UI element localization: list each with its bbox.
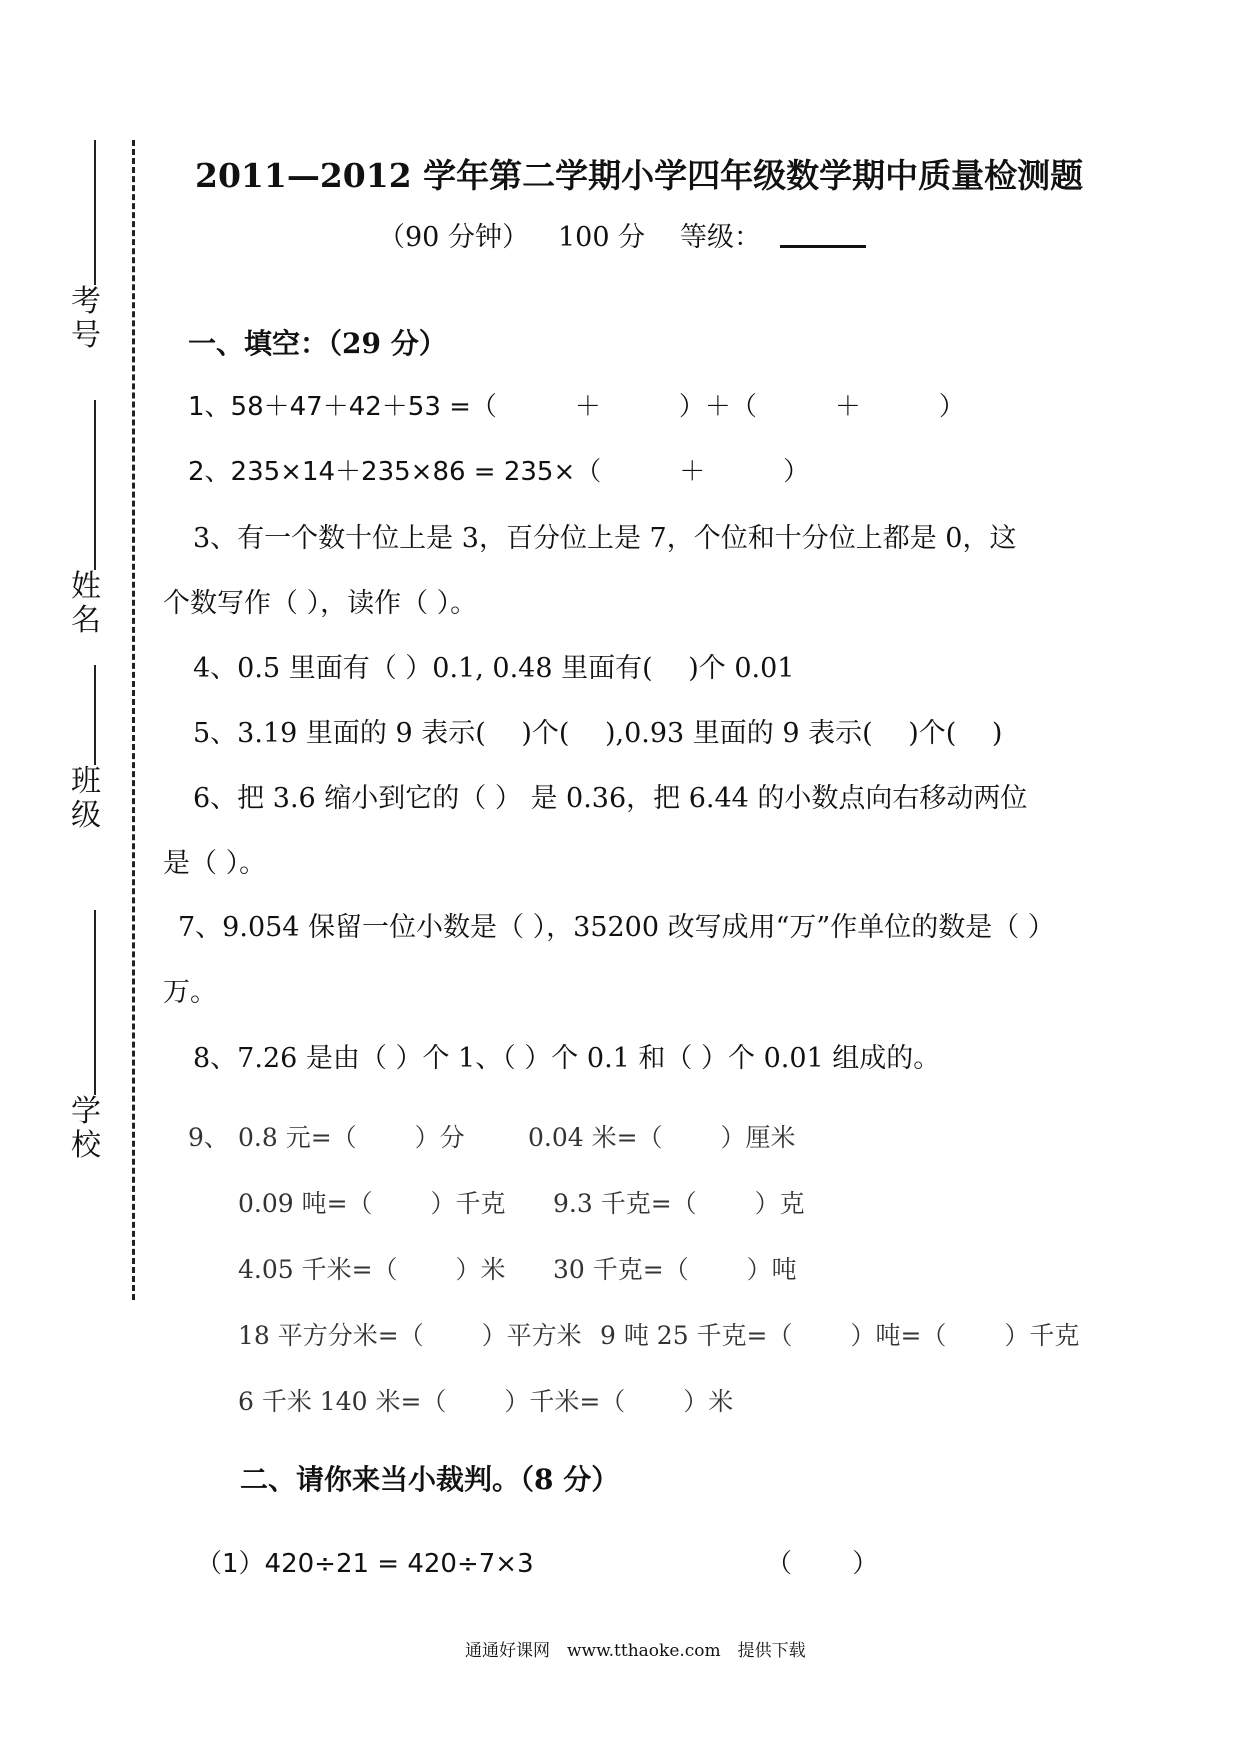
question-7-line1: 7、9.054 保留一位小数是（ ），35200 改写成用“万”作单位的数是（ ） <box>178 912 1055 943</box>
question-6-line1: 6、把 3.6 缩小到它的（ ） 是 0.36，把 6.44 的小数点向右移动两位 <box>193 783 1028 814</box>
question-2: 2、235×14＋235×86 = 235×（ ＋ ） <box>188 457 810 487</box>
judge-question-1: （1）420÷21 = 420÷7×3 <box>196 1549 534 1579</box>
page-title: 2011—2012 学年第二学期小学四年级数学期中质量检测题 <box>195 156 1084 195</box>
name-line <box>94 400 96 570</box>
section-heading: 一、填空：（29 分） <box>188 327 447 360</box>
question-8: 8、7.26 是由（ ）个 1、（ ）个 0.1 和（ ）个 0.01 组成的。 <box>193 1043 941 1074</box>
conversion-item: 9.3 千克=（ ）克 <box>553 1189 805 1218</box>
class-label: 班级 <box>71 764 101 833</box>
grade-label: 等级： <box>680 222 761 253</box>
conversion-item: 6 千米 140 米=（ ）千米=（ ）米 <box>238 1387 734 1416</box>
footer-credit: 通通好课网 www.tthaoke.com 提供下载 <box>465 1641 806 1661</box>
question-3-line1: 3、有一个数十位上是 3，百分位上是 7，个位和十分位上都是 0，这 <box>193 523 1017 554</box>
school-line <box>94 910 96 1095</box>
exam-no-line <box>94 140 96 285</box>
question-4: 4、0.5 里面有（ ）0.1, 0.48 里面有( )个 0.01 <box>193 653 795 684</box>
question-1: 1、58＋47＋42＋53 =（ ＋ ）＋（ ＋ ） <box>188 392 965 422</box>
exam-score: 100 分 <box>558 222 646 253</box>
question-5: 5、3.19 里面的 9 表示( )个( ),0.93 里面的 9 表示( )个( ) <box>193 718 1003 749</box>
conversion-item: 0.09 吨=（ ）千克 <box>238 1189 506 1218</box>
conversion-item: 0.8 元=（ ）分 <box>238 1123 465 1152</box>
exam-no-label: 考号 <box>71 284 101 353</box>
conversion-item: 4.05 千米=（ ）米 <box>238 1255 506 1284</box>
grade-blank[interactable] <box>780 245 866 248</box>
question-6-line2: 是（ ）。 <box>163 848 267 879</box>
question-7-line2: 万。 <box>163 977 217 1008</box>
question-9-number: 9、 <box>188 1123 229 1152</box>
class-line <box>94 665 96 765</box>
exam-time: （90 分钟） <box>378 222 529 253</box>
conversion-item: 0.04 米=（ ）厘米 <box>528 1123 796 1152</box>
section-heading: 二、请你来当小裁判。（8 分） <box>240 1463 620 1496</box>
conversion-item: 9 吨 25 千克=（ ）吨=（ ）千克 <box>600 1321 1080 1350</box>
judge-answer-paren[interactable]: （ ） <box>766 1549 879 1579</box>
question-3-line2: 个数写作（ ），读作（ ）。 <box>163 588 478 619</box>
name-label: 姓名 <box>71 569 101 638</box>
conversion-item: 30 千克=（ ）吨 <box>553 1255 797 1284</box>
conversion-item: 18 平方分米=（ ）平方米 <box>238 1321 582 1350</box>
binding-dashed-line <box>132 140 135 1300</box>
school-label: 学校 <box>71 1094 101 1163</box>
